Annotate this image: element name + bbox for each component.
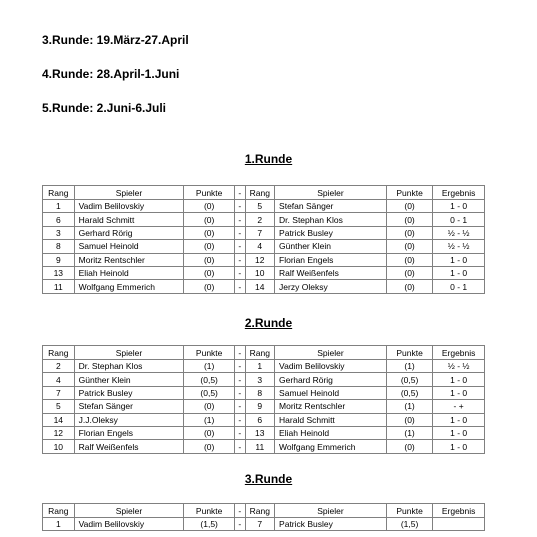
cell-separator: - <box>234 413 245 426</box>
cell-punkte: (0) <box>184 440 235 453</box>
cell-separator: - <box>234 373 245 386</box>
cell-ergebnis: ½ - ½ <box>433 360 485 373</box>
cell-punkte: (1,5) <box>184 518 235 531</box>
cell-rang: 8 <box>43 240 75 253</box>
header-ergebnis: Ergebnis <box>433 186 485 200</box>
cell-spieler: Harald Schmitt <box>74 213 184 226</box>
table-row <box>43 213 485 226</box>
cell-punkte: (0) <box>184 253 235 266</box>
header-rang: Rang <box>43 504 75 518</box>
cell-punkte: (1) <box>386 426 432 439</box>
cell-separator: - <box>234 386 245 399</box>
cell-spieler: Gerhard Rörig <box>74 226 184 239</box>
cell-punkte: (0) <box>184 400 235 413</box>
cell-rang: 14 <box>43 413 75 426</box>
cell-spieler: Samuel Heinold <box>275 386 387 399</box>
cell-spieler: Vadim Belilovskiy <box>74 200 184 213</box>
table-row <box>43 373 485 386</box>
cell-punkte: (0) <box>386 213 432 226</box>
cell-separator: - <box>234 226 245 239</box>
cell-rang: 8 <box>245 386 275 399</box>
cell-ergebnis: 1 - 0 <box>433 200 485 213</box>
cell-spieler: Samuel Heinold <box>74 240 184 253</box>
cell-rang: 5 <box>43 400 75 413</box>
round-title: 1.Runde <box>244 152 293 166</box>
cell-rang: 1 <box>245 360 275 373</box>
cell-rang: 1 <box>43 200 75 213</box>
cell-spieler: Patrick Busley <box>275 518 387 531</box>
pairing-table <box>42 503 485 531</box>
cell-punkte: (0,5) <box>184 373 235 386</box>
table-row <box>43 266 485 279</box>
cell-punkte: (0) <box>386 266 432 279</box>
header-spieler: Spieler <box>74 504 184 518</box>
cell-rang: 4 <box>43 373 75 386</box>
cell-ergebnis: 0 - 1 <box>433 213 485 226</box>
cell-spieler: Dr. Stephan Klos <box>74 360 184 373</box>
round-title: 2.Runde <box>244 316 293 330</box>
cell-ergebnis: 0 - 1 <box>433 280 485 293</box>
schedule-line-round-5: 5.Runde: 2.Juni-6.Juli <box>42 101 167 115</box>
table-row <box>43 360 485 373</box>
cell-separator: - <box>234 266 245 279</box>
schedule-line-round-4: 4.Runde: 28.April-1.Juni <box>42 67 180 81</box>
cell-rang: 12 <box>43 426 75 439</box>
header-punkte: Punkte <box>386 186 432 200</box>
header-spieler: Spieler <box>275 186 387 200</box>
header-rang: Rang <box>245 346 275 360</box>
cell-spieler: Stefan Sänger <box>74 400 184 413</box>
table-row <box>43 200 485 213</box>
header-punkte: Punkte <box>184 346 235 360</box>
table-row <box>43 440 485 453</box>
cell-rang: 9 <box>43 253 75 266</box>
cell-separator: - <box>234 360 245 373</box>
cell-punkte: (0,5) <box>386 373 432 386</box>
cell-separator: - <box>234 400 245 413</box>
cell-spieler: J.J.Oleksy <box>74 413 184 426</box>
cell-ergebnis: ½ - ½ <box>433 226 485 239</box>
header-rang: Rang <box>245 504 275 518</box>
round-title: 3.Runde <box>244 472 293 486</box>
cell-rang: 2 <box>43 360 75 373</box>
cell-rang: 6 <box>245 413 275 426</box>
cell-ergebnis: 1 - 0 <box>433 266 485 279</box>
header-ergebnis: Ergebnis <box>433 504 485 518</box>
cell-rang: 11 <box>43 280 75 293</box>
cell-spieler: Wolfgang Emmerich <box>74 280 184 293</box>
cell-rang: 11 <box>245 440 275 453</box>
table-row <box>43 226 485 239</box>
cell-rang: 3 <box>245 373 275 386</box>
table-row <box>43 240 485 253</box>
cell-punkte: (0) <box>184 213 235 226</box>
cell-punkte: (0) <box>386 280 432 293</box>
cell-punkte: (0,5) <box>386 386 432 399</box>
cell-punkte: (0) <box>386 413 432 426</box>
cell-rang: 9 <box>245 400 275 413</box>
cell-rang: 4 <box>245 240 275 253</box>
cell-rang: 14 <box>245 280 275 293</box>
cell-spieler: Jerzy Oleksy <box>275 280 387 293</box>
cell-spieler: Vadim Belilovskiy <box>74 518 184 531</box>
header-rang: Rang <box>245 186 275 200</box>
cell-ergebnis: 1 - 0 <box>433 386 485 399</box>
cell-rang: 2 <box>245 213 275 226</box>
cell-rang: 10 <box>245 266 275 279</box>
cell-ergebnis: 1 - 0 <box>433 426 485 439</box>
cell-punkte: (0) <box>386 200 432 213</box>
header-punkte: Punkte <box>386 504 432 518</box>
cell-spieler: Günther Klein <box>74 373 184 386</box>
table-header-row <box>43 186 485 200</box>
cell-punkte: (0) <box>184 280 235 293</box>
cell-punkte: (0) <box>386 253 432 266</box>
header-spieler: Spieler <box>275 504 387 518</box>
cell-ergebnis: 1 - 0 <box>433 413 485 426</box>
cell-spieler: Ralf Weißenfels <box>275 266 387 279</box>
cell-ergebnis: - + <box>433 400 485 413</box>
cell-rang: 13 <box>43 266 75 279</box>
cell-ergebnis: 1 - 0 <box>433 373 485 386</box>
cell-punkte: (0) <box>386 440 432 453</box>
cell-punkte: (0) <box>184 426 235 439</box>
cell-punkte: (0) <box>184 200 235 213</box>
header-ergebnis: Ergebnis <box>433 346 485 360</box>
cell-spieler: Stefan Sänger <box>275 200 387 213</box>
header-rang: Rang <box>43 186 75 200</box>
table-row <box>43 413 485 426</box>
cell-spieler: Ralf Weißenfels <box>74 440 184 453</box>
cell-spieler: Moritz Rentschler <box>275 400 387 413</box>
table-row <box>43 400 485 413</box>
header-spieler: Spieler <box>74 186 184 200</box>
cell-rang: 12 <box>245 253 275 266</box>
cell-rang: 13 <box>245 426 275 439</box>
header-punkte: Punkte <box>386 346 432 360</box>
pairing-table <box>42 345 485 454</box>
schedule-line-round-3: 3.Runde: 19.März-27.April <box>42 33 189 47</box>
cell-separator: - <box>234 200 245 213</box>
cell-rang: 6 <box>43 213 75 226</box>
cell-punkte: (1) <box>184 413 235 426</box>
cell-spieler: Florian Engels <box>275 253 387 266</box>
cell-spieler: Dr. Stephan Klos <box>275 213 387 226</box>
cell-rang: 10 <box>43 440 75 453</box>
table-header-row <box>43 346 485 360</box>
cell-rang: 7 <box>43 386 75 399</box>
cell-ergebnis: 1 - 0 <box>433 253 485 266</box>
cell-spieler: Moritz Rentschler <box>74 253 184 266</box>
pairing-table <box>42 185 485 294</box>
cell-separator: - <box>234 440 245 453</box>
cell-spieler: Eliah Heinold <box>74 266 184 279</box>
cell-rang: 3 <box>43 226 75 239</box>
cell-spieler: Harald Schmitt <box>275 413 387 426</box>
cell-ergebnis: ½ - ½ <box>433 240 485 253</box>
table-row <box>43 386 485 399</box>
cell-punkte: (0) <box>184 266 235 279</box>
table-row <box>43 253 485 266</box>
cell-punkte: (0) <box>184 226 235 239</box>
cell-punkte: (1,5) <box>386 518 432 531</box>
cell-spieler: Gerhard Rörig <box>275 373 387 386</box>
table-row <box>43 518 485 531</box>
cell-punkte: (1) <box>386 400 432 413</box>
cell-punkte: (0) <box>386 240 432 253</box>
cell-spieler: Wolfgang Emmerich <box>275 440 387 453</box>
cell-spieler: Günther Klein <box>275 240 387 253</box>
table-header-row <box>43 504 485 518</box>
cell-ergebnis: 1 - 0 <box>433 440 485 453</box>
cell-rang: 1 <box>43 518 75 531</box>
cell-separator: - <box>234 253 245 266</box>
header-separator: - <box>234 186 245 200</box>
header-rang: Rang <box>43 346 75 360</box>
cell-punkte: (0,5) <box>184 386 235 399</box>
cell-rang: 7 <box>245 226 275 239</box>
cell-spieler: Patrick Busley <box>74 386 184 399</box>
cell-separator: - <box>234 240 245 253</box>
header-punkte: Punkte <box>184 186 235 200</box>
header-separator: - <box>234 504 245 518</box>
cell-separator: - <box>234 426 245 439</box>
table-row <box>43 280 485 293</box>
cell-spieler: Florian Engels <box>74 426 184 439</box>
header-spieler: Spieler <box>74 346 184 360</box>
cell-punkte: (1) <box>184 360 235 373</box>
cell-punkte: (0) <box>386 226 432 239</box>
header-spieler: Spieler <box>275 346 387 360</box>
cell-separator: - <box>234 280 245 293</box>
cell-spieler: Vadim Belilovskiy <box>275 360 387 373</box>
header-punkte: Punkte <box>184 504 235 518</box>
cell-rang: 7 <box>245 518 275 531</box>
table-row <box>43 426 485 439</box>
cell-spieler: Eliah Heinold <box>275 426 387 439</box>
cell-separator: - <box>234 518 245 531</box>
cell-rang: 5 <box>245 200 275 213</box>
cell-punkte: (1) <box>386 360 432 373</box>
cell-punkte: (0) <box>184 240 235 253</box>
cell-ergebnis <box>433 518 485 531</box>
cell-separator: - <box>234 213 245 226</box>
header-separator: - <box>234 346 245 360</box>
cell-spieler: Patrick Busley <box>275 226 387 239</box>
